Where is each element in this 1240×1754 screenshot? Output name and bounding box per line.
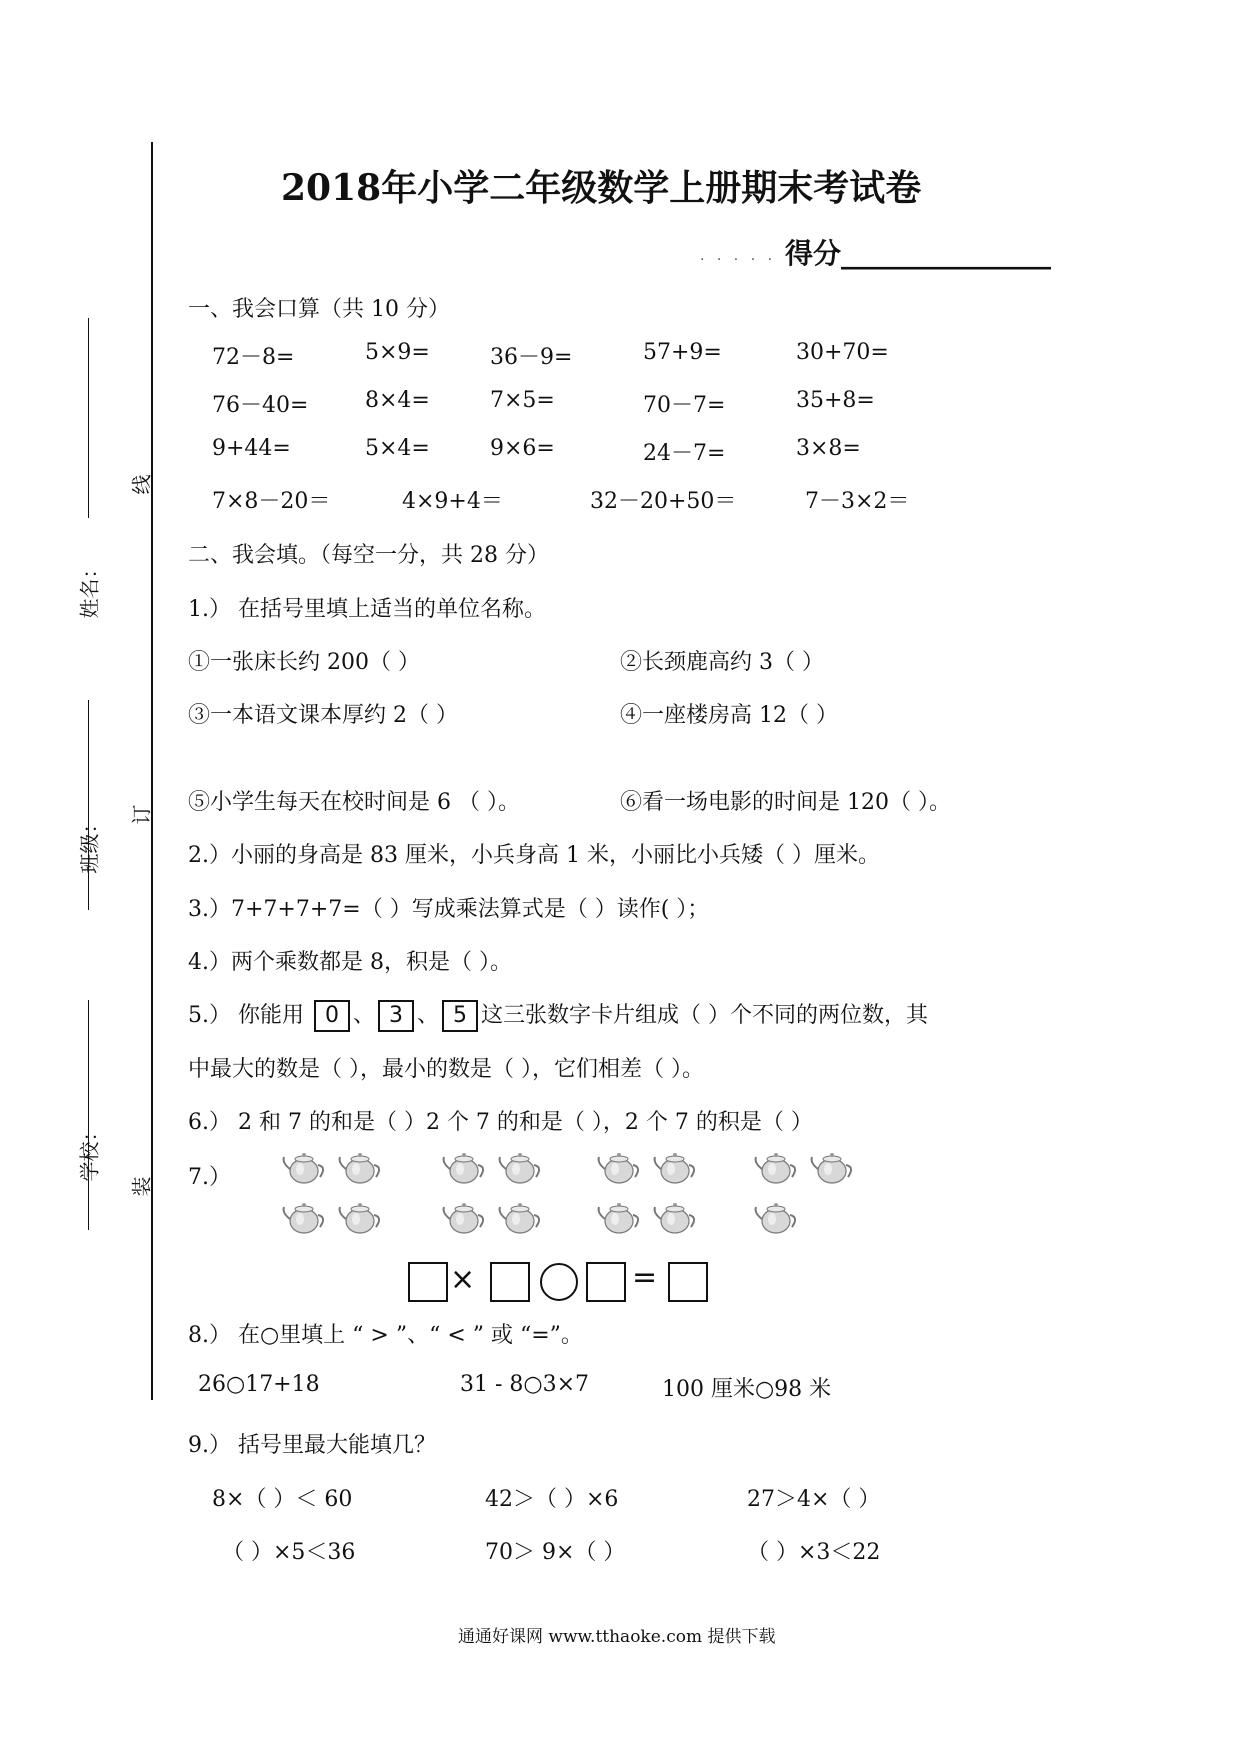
q1-item: ②长颈鹿高约 3（ ） — [620, 650, 824, 675]
calc-item: 5×9= — [365, 340, 430, 365]
score-dots: · · · · · — [700, 252, 777, 268]
calc-item: 36－9= — [490, 345, 573, 370]
calc-item: 57+9= — [643, 340, 722, 365]
calc-item: 35+8= — [796, 388, 875, 413]
teapot-icon — [280, 1147, 328, 1187]
q8-item: 31 - 8○3×7 — [460, 1372, 590, 1397]
q7-label: 7.） — [188, 1165, 231, 1190]
calc-item: 9×6= — [490, 436, 555, 461]
answer-box — [586, 1262, 626, 1302]
calc-item: 4×9+4＝ — [402, 489, 503, 514]
q5-prefix: 5.） 你能用 — [188, 1003, 304, 1028]
teapot-icon — [280, 1197, 328, 1237]
calc-item: 8×4= — [365, 388, 430, 413]
calc-item: 7－3×2＝ — [805, 489, 910, 514]
footer-text: 通通好课网 www.tthaoke.com 提供下载 — [458, 1627, 776, 1647]
q8-item: 100 厘米○98 米 — [662, 1377, 832, 1402]
calc-item: 7×8－20＝ — [212, 489, 331, 514]
q5-line1 — [188, 998, 928, 1032]
teapot-icon — [752, 1197, 800, 1237]
teapot-icon — [752, 1147, 800, 1187]
q6: 6.） 2 和 7 的和是（ ）2 个 7 的和是（ ），2 个 7 的积是（ ） — [188, 1110, 813, 1135]
section1-heading: 一、我会口算（共 10 分） — [188, 297, 450, 322]
q1-item: ④一座楼房高 12（ ） — [620, 703, 838, 728]
name-label: 姓名： — [77, 558, 102, 619]
calc-item: 72－8= — [212, 345, 295, 370]
teapot-icon — [336, 1147, 384, 1187]
score-label: 得分_______________ — [785, 237, 1052, 270]
q3: 3.）7+7+7+7=（ ）写成乘法算式是（ ）读作( ）； — [188, 897, 710, 922]
teapot-icon — [496, 1147, 544, 1187]
q1-item: ⑥看一场电影的时间是 120（ ）。 — [620, 790, 951, 815]
q9-item: （ ）×3＜22 — [747, 1540, 881, 1565]
number-card: 0 — [314, 1000, 350, 1032]
q9-item: （ ）×5＜36 — [222, 1540, 356, 1565]
teapot-icon — [496, 1197, 544, 1237]
answer-box — [668, 1262, 708, 1302]
teapot-icon — [336, 1197, 384, 1237]
times-sign: × — [450, 1262, 476, 1297]
q8-item: 26○17+18 — [198, 1372, 320, 1397]
binding-line — [151, 142, 153, 1400]
equals-sign: = — [632, 1260, 658, 1295]
teapot-icon — [595, 1147, 643, 1187]
teapot-icon — [651, 1147, 699, 1187]
school-underline — [88, 1000, 89, 1230]
calc-item: 7×5= — [490, 388, 555, 413]
q1-item: ③一本语文课本厚约 2（ ） — [188, 703, 458, 728]
school-label: 学校： — [77, 1121, 102, 1182]
q9-item: 70＞ 9×（ ） — [485, 1540, 626, 1565]
teapot-icon — [595, 1197, 643, 1237]
binding-ding: 订 — [129, 804, 154, 825]
calc-item: 24－7= — [643, 441, 726, 466]
answer-box — [490, 1262, 530, 1302]
calc-item: 76－40= — [212, 393, 309, 418]
q1-stem: 1.） 在括号里填上适当的单位名称。 — [188, 597, 546, 622]
q9-item: 8×（ ）＜ 60 — [212, 1487, 353, 1512]
teapot-icon — [440, 1147, 488, 1187]
q2: 2.）小丽的身高是 83 厘米，小兵身高 1 米，小丽比小兵矮（ ）厘米。 — [188, 843, 880, 868]
q9-stem: 9.） 括号里最大能填几？ — [188, 1433, 436, 1458]
name-underline — [88, 318, 89, 518]
binding-zhuang: 装 — [129, 1176, 154, 1197]
number-card: 3 — [378, 1000, 414, 1032]
q1-item: ①一张床长约 200（ ） — [188, 650, 420, 675]
q8-stem: 8.） 在○里填上 “ > ”、“ < ” 或 “=”。 — [188, 1323, 583, 1348]
teapot-icon — [808, 1147, 856, 1187]
q1-item: ⑤小学生每天在校时间是 6 （ ）。 — [188, 790, 520, 815]
calc-item: 70－7= — [643, 393, 726, 418]
answer-box — [408, 1262, 448, 1302]
calc-item: 32－20+50＝ — [590, 489, 737, 514]
binding-xian: 线 — [129, 474, 154, 495]
class-underline — [88, 700, 89, 910]
q5-suffix: 这三张数字卡片组成（ ）个不同的两位数，其 — [481, 1003, 929, 1028]
operator-circle — [540, 1263, 578, 1301]
class-label: 班级： — [77, 813, 102, 874]
q5-line2: 中最大的数是（ ），最小的数是（ ），它们相差（ ）。 — [188, 1057, 704, 1082]
number-card: 5 — [442, 1000, 478, 1032]
q5-sep: 、 — [417, 1003, 440, 1028]
q5-sep: 、 — [352, 1003, 375, 1028]
calc-item: 30+70= — [796, 340, 889, 365]
teapot-icon — [651, 1197, 699, 1237]
calc-item: 5×4= — [365, 436, 430, 461]
q9-item: 27＞4×（ ） — [747, 1487, 881, 1512]
q9-item: 42＞（ ）×6 — [485, 1487, 619, 1512]
calc-item: 9+44= — [212, 436, 291, 461]
calc-item: 3×8= — [796, 436, 861, 461]
section2-heading: 二、我会填。（每空一分，共 28 分） — [188, 543, 549, 568]
page-title: 2018年小学二年级数学上册期末考试卷 — [281, 167, 922, 209]
q4: 4.）两个乘数都是 8，积是（ ）。 — [188, 950, 512, 975]
teapot-icon — [440, 1197, 488, 1237]
